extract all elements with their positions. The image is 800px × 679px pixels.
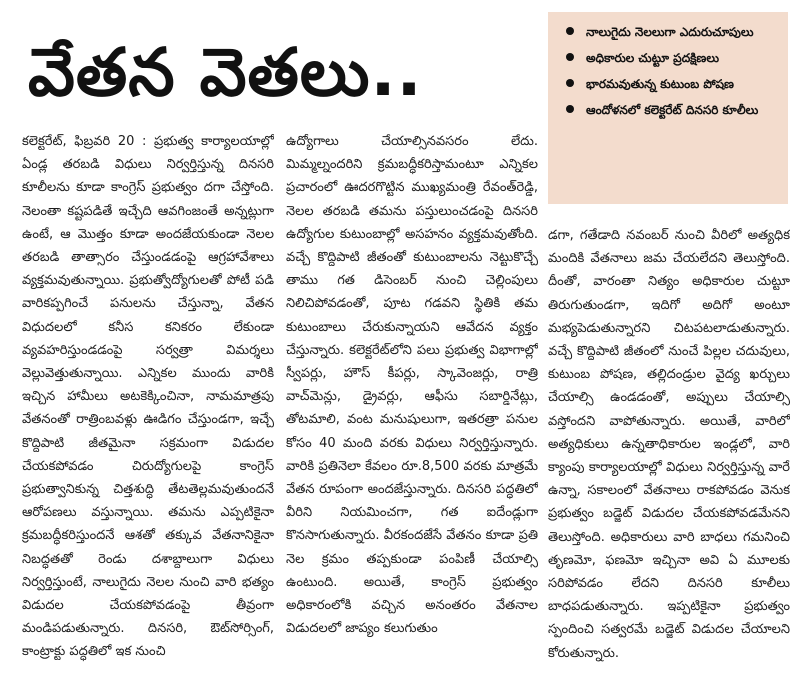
highlight-item [560,22,778,42]
highlight-item [560,48,778,68]
article-text: కలెక్టరేట్, ఫిబ్రవరి 20 : ప్రభుత్వ కార్యాలయాల్లో ఏండ్ల తరబడి విధులు నిర్వర్తిస్తున్న దినసరి కూలీలను కూడా కాంగ్రెస్ ప్రభుత్వం దగా చేస్తోంది. నెలంతా కష్టపడితే ఇచ్చేది ఆవగింజంతే అన్నట్లుగా ఉంటే, ఆ మొత్తం కూడా అందజేయకుండా నెలల తరబడి తాత్సారం చేస్తుండడంపై ఆగ్రహావేశాలు వ్యక్తమవుతున్నాయి. ప్రభుత్వోద్యోగులతో పోటీ పడి వారికప్పగించే పనులను చేస్తున్నా, వేతన విధుదలలో కనీస కనికరం లేకుండా వ్యవహరిస్తుండడంపై సర్వత్రా విమర్శలు వెల్లువెత్తుతున్నాయి. ఎన్నికల ముందు వారికి ఇచ్చిన హామీలు అటకెక్కించినా, నామమాత్రపు వేతనంతో రాత్రింబవళ్లు ఊడిగం చేస్తుండగా, ఇచ్చే కొద్దిపాటి జీతమైనా సక్రమంగా విడుదల చేయకపోవడం చిరుద్యోగులపై కాంగ్రెస్ ప్రభుత్వానికున్న చిత్తశుద్ధి తేటతెల్లమవుతుందనే ఆరోపణలు వస్తున్నాయి. తమను ఎప్పటికైనా క్రమబద్ధీకరిస్తుందనే ఆశతో తక్కువ వేతనానికైనా నిబద్ధతతో రెండు దశాబ్దాలుగా విధులు నిర్వర్తిస్తుంటే, నాలుగైదు నెలల నుంచి వారి భత్యం విడుదల చేయకపోవడంపై తీవ్రంగా మండిపడుతున్నారు. దినసరి, ఔట్‌సోర్సింగ్, కాంట్రాక్టు పద్ధతిలో ఇక నుంచి [22,134,274,660]
bullet-icon [566,105,574,113]
article-column-1 [22,130,274,670]
article-text: డగా, గతేడాది నవంబర్ నుంచి వీరిలో అత్యధిక మందికి వేతనాలు జమ చేయలేదని తెలుస్తోంది. దీంతో, వారంతా నిత్యం అధికారుల చుట్టూ తిరుగుతుండగా, ఇదిగో అదిగో అంటూ మభ్యపెడుతున్నారని చిటపటలాడుతున్నారు. వచ్చే కొద్దిపాటి జీతంలో నుంచే పిల్లల చదువులు, కుటుంబ పోషణ, తల్లిదండ్రుల వైద్య ఖర్చులు చేయాల్సి ఉండడంతో, అప్పులు చేయాల్సి వస్తోందని వాపోతున్నారు. అయితే, వారిలో అత్యధికులు ఉన్నతాధికారుల ఇండ్లలో, వారి క్యాంపు కార్యాలయాల్లో విధులు నిర్వర్తిస్తున్న వారే ఉన్నా, సకాలంలో వేతనాలు రాకపోవడం వెనుక ప్రభుత్వం బడ్జెట్ విడుదల చేయకపోవడమేనని తెలుస్తోంది. అధికారులు వారి బాధలు గమనించి తృణమో, ఫణమో ఇచ్చినా అవి ఏ మూలకు సరిపోవడం లేదని దినసరి కూలీలు బాధపడుతున్నారు. ఇప్పటికైనా ప్రభుత్వం స్పందించి సత్వరమే బడ్జెట్ విడుదల చేయాలని కోరుతున్నారు. [548,228,790,661]
highlight-text: నాలుగైదు నెలలుగా ఎదురుచూపులు [586,25,754,39]
highlight-item [560,74,778,94]
highlight-text: అధికారుల చుట్టూ ప్రదక్షిణలు [586,51,720,65]
highlight-text: ఆందోళనలో కలెక్టరేట్ దినసరి కూలీలు [586,103,759,117]
bullet-icon [566,27,574,35]
bullet-icon [566,79,574,87]
highlight-item [560,100,778,120]
highlights-list [560,22,778,120]
bullet-icon [566,53,574,61]
highlight-text: భారమవుతున్న కుటుంబ పోషణ [586,77,734,91]
article-text: ఉద్యోగాలు చేయాల్సినవసరం లేదు. మిమ్మల్నందరిని క్రమబద్ధీకరిస్తామంటూ ఎన్నికల ప్రచారంలో ఊదరగొట్టిన ముఖ్యమంత్రి రేవంత్‌రెడ్డి, నెలల తరబడి తమను పస్తులుంచడంపై దినసరి ఉద్యోగుల కుటుంబాల్లో అసహనం వ్యక్తమవుతోంది. వచ్చే కొద్దిపాటి జీతంతో కుటుంబాలను నెట్టుకొచ్చే తాము గత డిసెంబర్ నుంచి చెల్లింపులు నిలిచిపోవడంతో, పూట గడవని స్థితికి తమ కుటుంబాలు చేరుకున్నాయని ఆవేదన వ్యక్తం చేస్తున్నారు. కలెక్టరేట్‌లోని పలు ప్రభుత్వ విభాగాల్లో స్వీపర్లు, హౌస్ కీపర్లు, స్కావెంజర్లు, రాత్రి వాచ్‌మెన్లు, డ్రైవర్లు, ఆఫీసు సబార్డినేట్లు, తోటమాలి, వంట మనుషులుగా, ఇతరత్రా పనుల కోసం 40 మంది వరకు విధులు నిర్వర్తిస్తున్నారు. వారికి ప్రతినెలా కేవలం రూ.8,500 వరకు మాత్రమే వేతన రూపంగా అందజేస్తున్నారు. దినసరి పద్ధతిలో వీరిని నియమించగా, గత ఐదేండ్లుగా కొనసాగుతున్నారు. వీరకందజేసే వేతనం కూడా ప్రతి నెల క్రమం తప్పకుండా పంపిణీ చేయాల్సి ఉంటుంది. అయితే, కాంగ్రెస్ ప్రభుత్వం అధికారంలోకి వచ్చిన అనంతరం వేతనాల విడుదలలో జాప్యం కలుగుతుం [286,134,538,637]
article-column-2 [286,130,538,670]
headline: వేతన వెతలు.. [28,34,423,111]
article-column-3 [548,224,790,670]
highlights-box [548,12,788,204]
